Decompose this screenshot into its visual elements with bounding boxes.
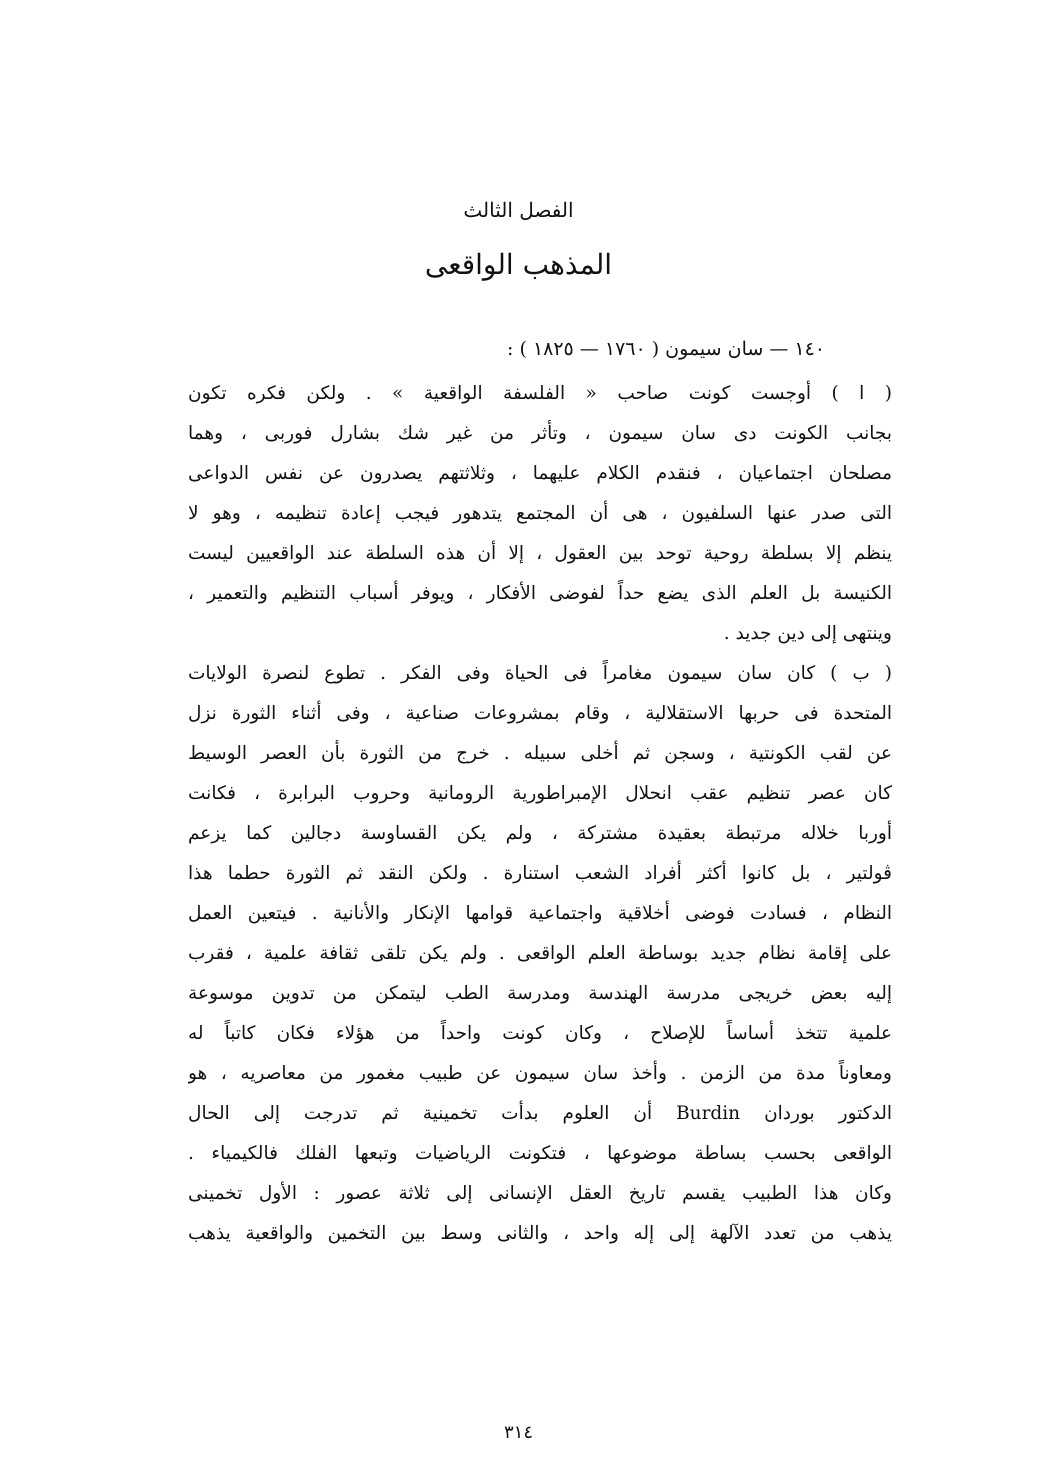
section-heading: ١٤٠ — سان سيمون ( ١٧٦٠ — ١٨٢٥ ) : [507, 338, 825, 360]
paragraph-line: بجانب الكونت دى سان سيمون ، وتأثر من غير شك بشارل فوربى ، وهما [188, 423, 892, 444]
paragraph-line: ومعاوناً مدة من الزمن . وأخذ سان سيمون عن طبيب مغمور من معاصريه ، هو [188, 1063, 892, 1084]
paragraph-line: وينتهى إلى دين جديد . [723, 623, 892, 644]
paragraph-line: عن لقب الكونتية ، وسجن ثم أخلى سبيله . خرج من الثورة بأن العصر الوسيط [188, 743, 892, 764]
paragraph-line: ينظم إلا بسلطة روحية توحد بين العقول ، إلا أن هذه السلطة عند الواقعيين ليست [188, 543, 892, 564]
paragraph-line: المتحدة فى حربها الاستقلالية ، وقام بمشروعات صناعية ، وفى أثناء الثورة نزل [188, 703, 892, 724]
paragraph-a [188, 374, 892, 654]
paragraph-line: ( ب ) كان سان سيمون مغامراً فى الحياة وفى الفكر . تطوع لنصرة الولايات [188, 663, 892, 684]
paragraph-line: يذهب من تعدد الآلهة إلى إله واحد ، والثانى وسط بين التخمين والواقعية يذهب [188, 1223, 892, 1244]
paragraph-line: أوربا خلاله مرتبطة بعقيدة مشتركة ، ولم يكن القساوسة دجالين كما يزعم [188, 823, 892, 844]
paragraph-line: على إقامة نظام جديد بوساطة العلم الواقعى . ولم يكن تلقى ثقافة علمية ، فقرب [188, 943, 892, 964]
paragraph-line: التى صدر عنها السلفيون ، هى أن المجتمع يتدهور فيجب إعادة تنظيمه ، وهو لا [188, 503, 892, 524]
paragraph-line: ڤولتير ، بل كانوا أكثر أفراد الشعب استنارة . ولكن النقد ثم الثورة حطما هذا [188, 863, 892, 884]
paragraph-line: النظام ، فسادت فوضى أخلاقية واجتماعية قوامها الإنكار والأنانية . فيتعين العمل [188, 903, 892, 924]
paragraph-b [188, 654, 892, 1254]
paragraph-line: علمية تتخذ أساساً للإصلاح ، وكان كونت واحداً من هؤلاء فكان كاتباً له [188, 1023, 892, 1044]
paragraph-line: ( ا ) أوجست كونت صاحب « الفلسفة الواقعية » . ولكن فكره تكون [188, 383, 892, 404]
paragraph-line: الكنيسة بل العلم الذى يضع حداً لفوضى الأفكار ، ويوفر أسباب التنظيم والتعمير ، [188, 583, 892, 604]
paragraph-line: الواقعى بحسب بساطة موضوعها ، فتكونت الرياضيات وتبعها الفلك فالكيمياء . [188, 1143, 892, 1164]
chapter-label: الفصل الثالث [463, 198, 574, 222]
paragraph-line: إليه بعض خريجى مدرسة الهندسة ومدرسة الطب ليتمكن من تدوين موسوعة [188, 983, 892, 1004]
page-number: ٣١٤ [503, 1422, 533, 1443]
chapter-title: المذهب الواقعى [424, 248, 613, 281]
paragraph-line: وكان هذا الطبيب يقسم تاريخ العقل الإنسانى إلى ثلاثة عصور : الأول تخمينى [188, 1183, 892, 1204]
paragraph-line: الدكتور بوردان Burdin أن العلوم بدأت تخمينية ثم تدرجت إلى الحال [188, 1103, 892, 1124]
paragraph-line: مصلحان اجتماعيان ، فنقدم الكلام عليهما ، وثلاثتهم يصدرون عن نفس الدواعى [188, 463, 892, 484]
paragraph-line: كان عصر تنظيم عقب انحلال الإمبراطورية الرومانية وحروب البرابرة ، فكانت [188, 783, 892, 804]
